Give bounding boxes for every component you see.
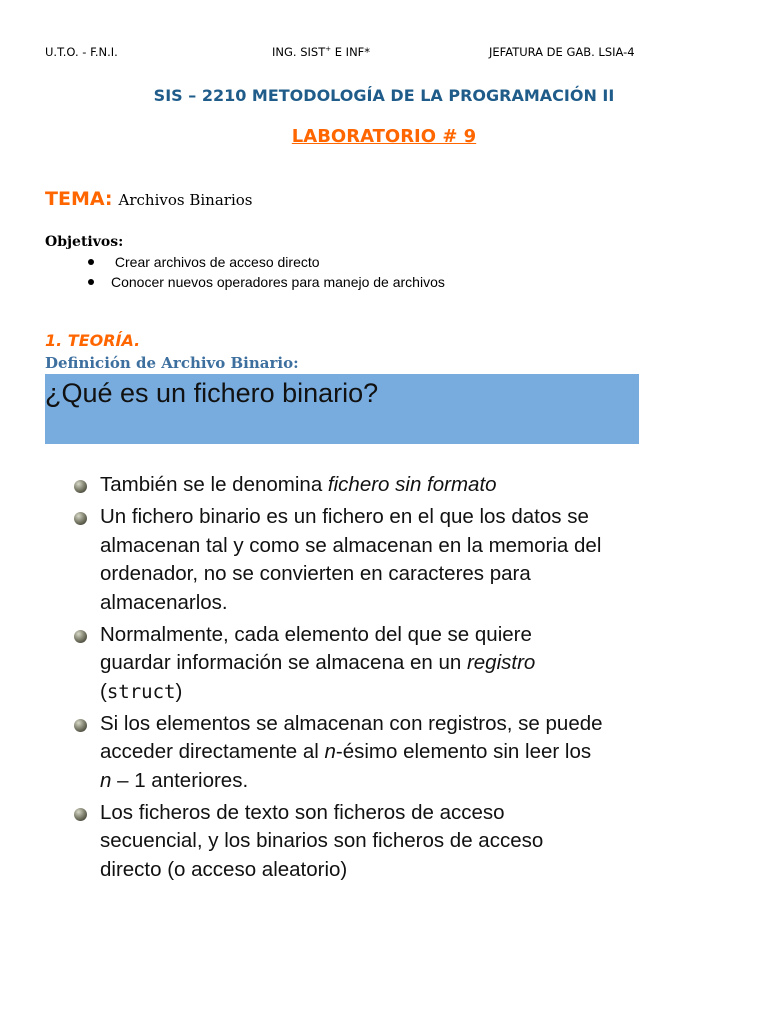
subsection-heading: Definición de Archivo Binario: [45,354,299,372]
slide-bullet-text: -ésimo elemento sin leer los [335,740,592,763]
objetivos-heading: Objetivos: [45,234,124,250]
slide-bullet-text: guardar información se almacena en un [100,651,467,674]
bullet-ball-icon [74,630,87,643]
bullet-ball-icon [74,719,87,732]
objetivo-text: Crear archivos de acceso directo [111,254,320,270]
slide-bullet-list [70,471,603,888]
slide-bullet-text: n [100,768,112,792]
slide-bullet-item [70,621,603,707]
slide-bullet-item [70,503,603,617]
course-title: SIS – 2210 METODOLOGÍA DE LA PROGRAMACIÓN II [153,86,615,105]
section-heading: 1. TEORÍA. [45,331,141,350]
slide-bullet-text: secuencial, y los binarios son ficheros de acceso [100,829,544,852]
slide-bullet-text: ordenador, no se convierten en caracteres para [100,562,531,585]
slide-bullet-line [100,503,603,532]
slide-bullet-text: almacenarlos. [100,590,228,614]
bullet-ball-icon [74,808,87,821]
header-left: U.T.O. - F.N.I. [45,45,118,59]
slide-bullet-text: fichero sin formato [327,473,497,496]
slide-bullet-line [100,710,603,739]
slide-bullet-text: Normalmente, cada elemento del que se quiere [100,622,532,646]
slide-bullet-line [100,621,603,650]
header-middle-sup: + [325,45,332,54]
slide-bullet-text: directo (o acceso aleatorio) [100,857,348,881]
tema-value: Archivos Binarios [118,191,253,209]
header-middle-prefix: ING. SIST [272,45,326,59]
slide-bullet-line [100,678,603,707]
bullet-ball-icon [74,512,87,525]
slide-bullet-text: ( [100,679,107,703]
slide-bullet-line [100,856,603,885]
slide-bullet-line [100,767,603,796]
slide-bullet-line [100,532,603,561]
slide-bullet-text: struct [106,680,176,703]
header-middle-suffix: E INF* [331,45,371,59]
slide-title: ¿Qué es un fichero binario? [45,378,379,408]
slide-bullet-line [100,799,603,828]
slide-bullet-line [100,471,603,500]
slide-bullet-text: n [324,740,336,763]
header-right: JEFATURA DE GAB. LSIA-4 [489,45,635,59]
lab-title: LABORATORIO # 9 [291,126,477,147]
header-middle [272,45,370,59]
slide-bullet-item [70,471,603,500]
tema-row [45,188,252,210]
slide-bullet-text: Un fichero binario es un fichero en el que los datos se [100,505,589,528]
bullet-dot-icon [88,279,94,285]
tema-label: TEMA: [45,188,113,210]
slide-bullet-line [100,738,603,767]
objetivo-text: Conocer nuevos operadores para manejo de archivos [111,273,445,290]
slide-bullet-text: – 1 anteriores. [111,768,249,792]
slide-bullet-item [70,710,603,796]
slide-bullet-text: registro [466,651,536,674]
slide-bullet-line [100,589,603,618]
slide-bullet-item [70,799,603,885]
slide-bullet-line [100,827,603,856]
slide-bullet-text: almacenan tal y como se almacenan en la memoria del [100,533,602,557]
slide-bullet-line [100,560,603,589]
slide-bullet-line [100,649,603,678]
slide-bullet-text: ) [175,679,183,703]
slide-bullet-text: Si los elementos se almacenan con registros, se puede [100,711,603,735]
slide-bullet-text: acceder directamente al [100,740,325,763]
bullet-ball-icon [74,480,87,493]
bullet-dot-icon [88,259,94,265]
slide-bullet-text: También se le denomina [100,473,328,496]
slide-title-banner [45,374,639,444]
slide-bullet-text: Los ficheros de texto son ficheros de acceso [100,800,505,824]
